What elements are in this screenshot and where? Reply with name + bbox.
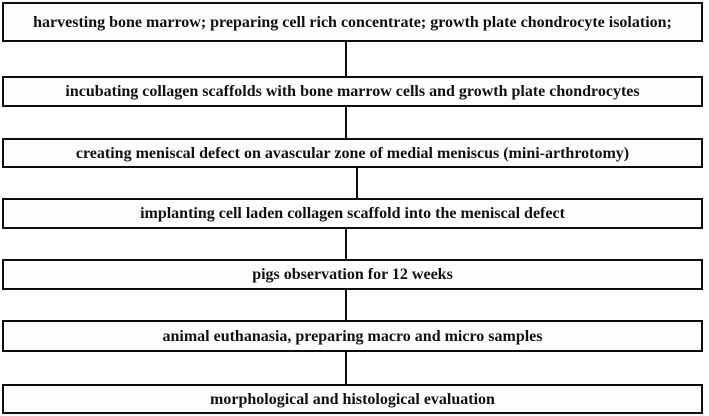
flow-step-observation <box>2 259 703 290</box>
flow-step-label: pigs observation for 12 weeks <box>252 266 453 283</box>
flow-step-evaluation <box>2 384 703 414</box>
connector-line-6 <box>345 352 347 384</box>
flow-step-harvesting <box>2 2 703 42</box>
flow-step-implanting <box>2 198 703 229</box>
flow-step-label: incubating collagen scaffolds with bone marrow cells and growth plate chondrocytes <box>65 83 640 100</box>
connector-line-4 <box>345 229 347 259</box>
connector-line-2 <box>345 107 347 138</box>
flow-step-label: morphological and histological evaluation <box>210 390 495 408</box>
flow-step-label: creating meniscal defect on avascular zone of medial meniscus (mini-arthrotomy) <box>75 144 630 162</box>
flow-step-incubating <box>2 76 703 107</box>
connector-line-5 <box>345 290 347 320</box>
flow-step-label: implanting cell laden collagen scaffold into the meniscal defect <box>140 205 565 222</box>
flow-step-creating-defect <box>2 138 703 168</box>
connector-line-1 <box>345 42 347 76</box>
flow-step-label: animal euthanasia, preparing macro and micro samples <box>162 327 543 345</box>
connector-line-3 <box>356 168 358 198</box>
flow-step-euthanasia-samples <box>2 320 703 352</box>
flow-step-label: harvesting bone marrow; preparing cell rich concentrate; growth plate chondrocyte isolation; <box>33 13 672 31</box>
